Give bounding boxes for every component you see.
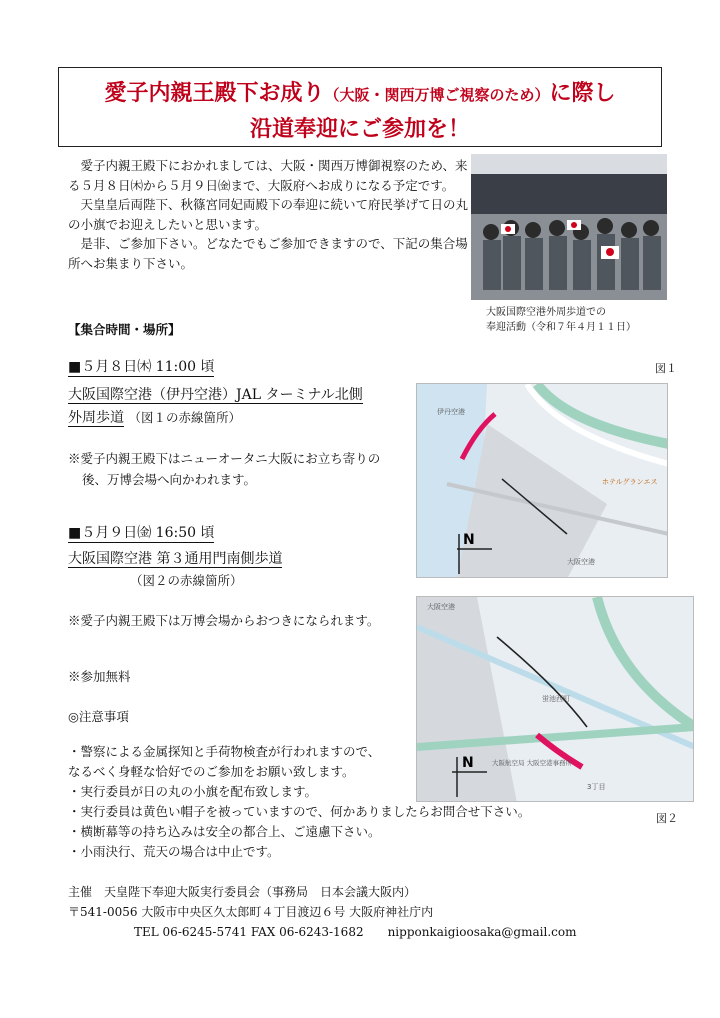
intro-paragraph: 是非、ご参加下さい。どなたでもご参加できますので、下記の集合場所へお集まり下さい。 <box>68 236 468 271</box>
event2-place: 大阪国際空港 第３通用門南側歩道 <box>68 551 283 567</box>
event1-note-line: ※愛子内親王殿下はニューオータニ大阪にお立ち寄りの <box>68 451 381 466</box>
section-heading: 【集合時間・場所】 <box>68 322 181 337</box>
intro-text <box>68 156 468 273</box>
map1-label: 伊丹空港 <box>437 408 465 416</box>
event1-place <box>68 384 363 404</box>
caution-item: ・警察による金属探知と手荷物検査が行われますので、 <box>68 744 381 759</box>
contact: TEL 06-6245-5741 FAX 06-6243-1682 nipponkaigioosaka@gmail.com <box>134 925 577 939</box>
title-paren: （大阪・関西万博ご視察のため） <box>324 86 550 104</box>
map2-label: 大阪空港 <box>427 603 455 611</box>
address: 〒541-0056 大阪市中央区久太郎町４丁目渡辺６号 大阪府神社庁内 <box>68 905 434 919</box>
intro-paragraph: 愛子内親王殿下におかれましては、大阪・関西万博御視察のため、来る５月８日㈭から５月９日㈮まで、大阪府へお成りになる予定です。 <box>68 158 468 193</box>
photo-caption <box>486 305 636 335</box>
event2-place-note: （図２の赤線箇所） <box>130 573 243 588</box>
event1-note <box>68 448 380 490</box>
caution-item: ・小雨決行、荒天の場合は中止です。 <box>68 844 280 859</box>
map-figure-1 <box>416 383 668 578</box>
organizer: 主催 天皇陛下奉迎大阪実行委員会（事務局 日本会議大阪内） <box>68 885 417 899</box>
event2-note: ※愛子内親王殿下は万博会場からおつきになられます。 <box>68 613 380 628</box>
fig1-label: 図１ <box>655 362 677 375</box>
footer <box>68 882 576 942</box>
photo-caption-line: 奉迎活動（令和７年４月１１日） <box>486 322 636 333</box>
caution-item: なるべく身軽な恰好でのご参加をお願い致します。 <box>68 764 355 779</box>
caution-item: ・横断幕等の持ち込みは安全の都合上、ご遠慮下さい。 <box>68 824 381 839</box>
event1-note-line: 後、万博会場へ向かわれます。 <box>82 472 257 487</box>
title-main: 愛子内親王殿下お成り <box>104 81 325 106</box>
title-end: に際し <box>549 81 616 106</box>
event1-place-note: （図１の赤線箇所） <box>128 410 241 425</box>
title-box <box>58 67 662 147</box>
caution-item: ・実行委員は黄色い帽子を被っていますので、何かありましたらお問合せ下さい。 <box>68 804 531 819</box>
map1-label: ホテルグランエス <box>602 478 658 486</box>
caution-list <box>68 742 628 862</box>
map1-label: 大阪空港 <box>567 558 595 566</box>
welcome-photo <box>471 154 667 300</box>
event1-date: ■５月８日㈭ 11:00 頃 <box>68 356 214 377</box>
title-line1 <box>59 76 661 107</box>
map2-label: 3丁目 <box>587 783 606 791</box>
free-note: ※参加無料 <box>68 669 131 684</box>
event1-place-line1: 大阪国際空港（伊丹空港）JAL ターミナル北側 <box>68 387 363 403</box>
map1-north: N <box>463 532 475 548</box>
event1-place-line2: 外周歩道 <box>68 410 124 426</box>
photo-caption-line: 大阪国際空港外周歩道での <box>486 307 606 318</box>
caution-heading: ◎注意事項 <box>68 709 129 724</box>
title-line2: 沿道奉迎にご参加を！ <box>249 117 470 142</box>
map2-north: N <box>462 755 474 771</box>
intro-paragraph: 天皇皇后両陛下、秋篠宮同妃両殿下の奉迎に続いて府民挙げて日の丸の小旗でお迎えしたいと思います。 <box>68 197 469 232</box>
event2-place-wrap <box>68 548 282 568</box>
map2-label: 大阪航空局 大阪空港事務所 <box>492 759 573 767</box>
map2-label: 蛍池西町 <box>542 695 570 703</box>
caution-item: ・実行委員が日の丸の小旗を配布致します。 <box>68 784 318 799</box>
event2-date: ■５月９日㈮ 16:50 頃 <box>68 522 214 543</box>
fig2-label: 図２ <box>656 812 678 825</box>
event1-place-line2-wrap <box>68 407 241 427</box>
